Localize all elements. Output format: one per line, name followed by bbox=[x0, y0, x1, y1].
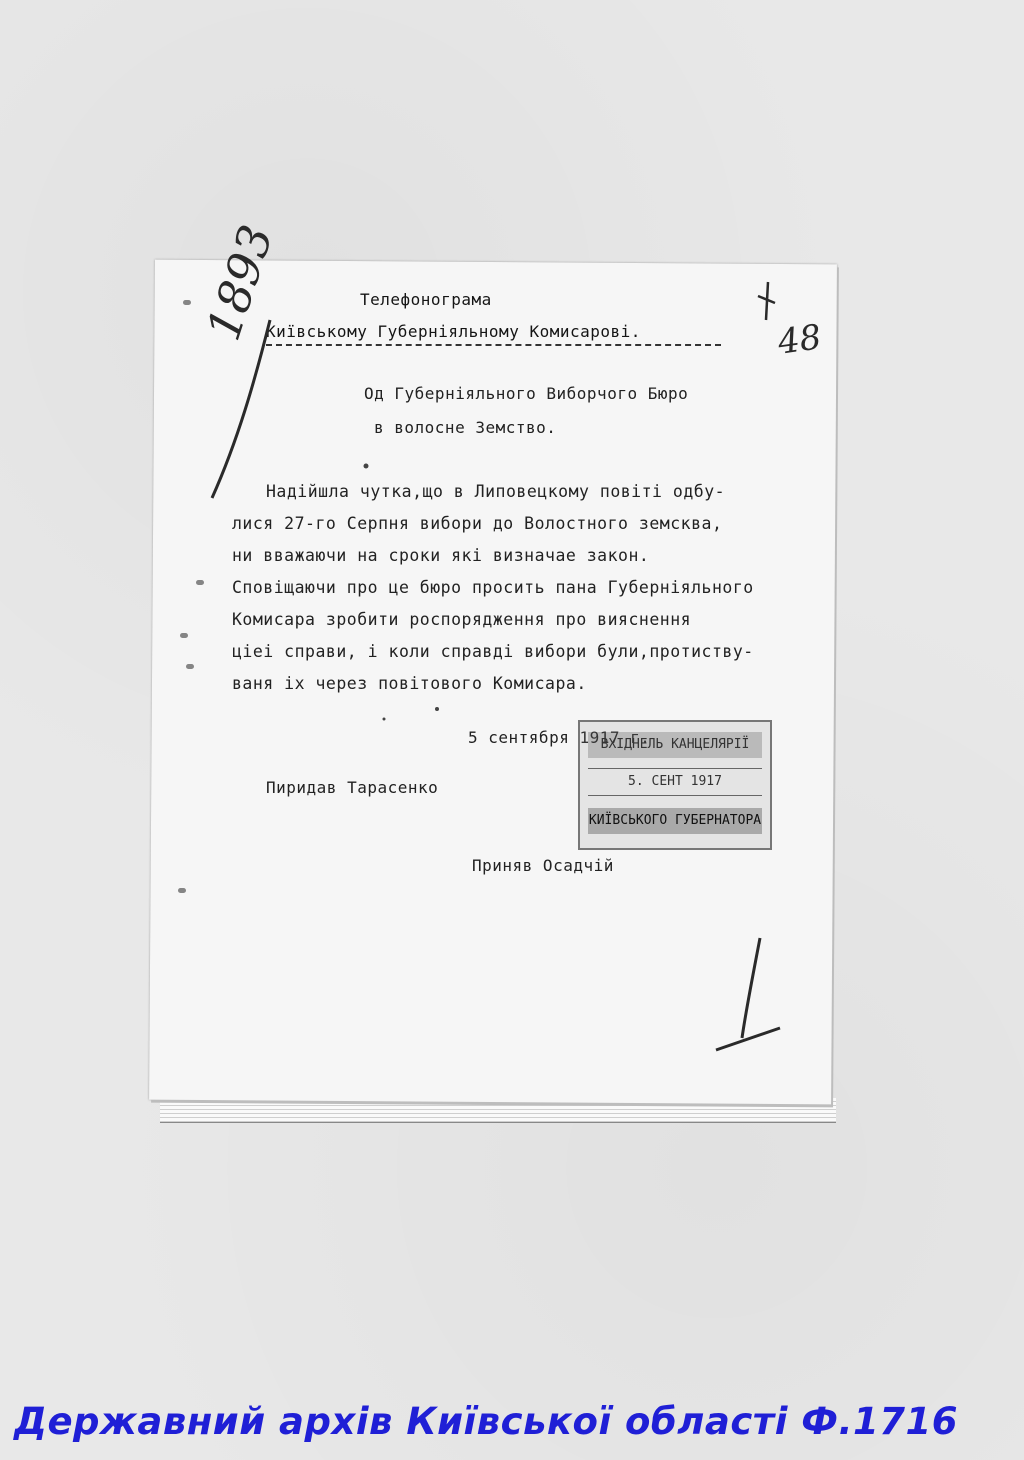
body-line: ваня іх через повітового Комисара. bbox=[232, 674, 587, 693]
addressee-line: Київському Губерніяльному Комисарові. bbox=[266, 322, 641, 341]
document-title: Телефонограма bbox=[360, 290, 492, 309]
handwritten-roman-numeral bbox=[738, 950, 767, 1036]
sender-line-1: Од Губерніяльного Виборчого Бюро bbox=[364, 384, 689, 403]
transmitted-by: Пиридав Тарасенко bbox=[266, 778, 439, 797]
stamp-line-office: ВХІДНЕЛЬ КАНЦЕЛЯРІЇ bbox=[588, 732, 762, 758]
stamp-line-date: 5. СЕНТ 1917 bbox=[588, 768, 762, 796]
handwritten-sheet-number: 48 bbox=[775, 317, 824, 363]
punch-hole bbox=[180, 633, 188, 638]
archive-caption: Державний архів Київської області Ф.1716 bbox=[14, 1400, 959, 1443]
body-line: Комисара зробити роспорядження про вияснення bbox=[232, 610, 692, 629]
body-line: лися 27-го Серпня вибори до Волостного земсква, bbox=[232, 514, 723, 533]
stamp-line-governor: КИЇВСЬКОГО ГУБЕРНАТОРА bbox=[588, 808, 762, 834]
punch-hole bbox=[183, 300, 191, 305]
separator-dashes bbox=[266, 344, 721, 346]
document-date: 5 сентября 1917 г. bbox=[468, 728, 651, 747]
body-line: Надійшла чутка,що в Липовецкому повіті одбу- bbox=[266, 482, 726, 501]
punch-hole bbox=[178, 888, 186, 893]
punch-hole bbox=[186, 664, 194, 669]
handwritten-number-left: 1893 bbox=[196, 218, 284, 347]
body-line: ціеі справи, і коли справді вибори були,протиству- bbox=[232, 642, 754, 661]
sender-line-2: в волосне Земство. bbox=[374, 418, 557, 437]
punch-hole bbox=[196, 580, 204, 585]
received-by: Приняв Осадчій bbox=[472, 856, 614, 875]
body-line: ни вважаючи на сроки які визначае закон. bbox=[232, 546, 650, 565]
registry-stamp bbox=[578, 720, 772, 850]
body-line: Сповіщаючи про це бюро просить пана Губерніяльного bbox=[232, 578, 754, 597]
